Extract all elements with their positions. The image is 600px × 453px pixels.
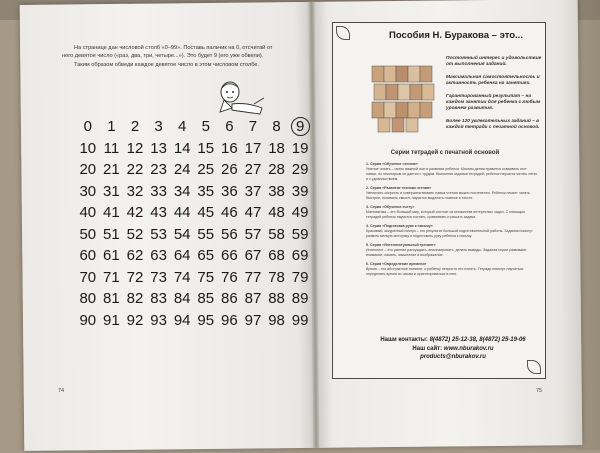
number-cell: 58	[268, 225, 285, 243]
series-text: Увеличить скорость и совершенствовать навык чтения можно постепенно. Ребенок начнет читать быстрее, понимать смысл, научится выделять главное в тексте.	[366, 191, 530, 200]
number-cell: 80	[79, 290, 97, 308]
number-cell: 55	[197, 225, 215, 243]
number-row	[76, 288, 314, 310]
number-cell: 75	[197, 268, 215, 286]
series-text: Время – это абстрактное понятие, и ребенку непросто его понять. Тетради помогут научиться определять время по часам и ориентироваться в нем.	[366, 267, 524, 276]
series-item	[366, 262, 538, 277]
site-link[interactable]: www.nburakov.ru	[443, 345, 494, 352]
number-cell: 63	[150, 247, 167, 265]
number-cell: 27	[244, 161, 262, 179]
number-cell: 98	[268, 311, 285, 329]
number-cell: 51	[103, 225, 120, 243]
number-row	[76, 202, 314, 224]
number-cell: 35	[197, 182, 215, 200]
series-item	[366, 243, 538, 258]
series-heading: 6. Серия «Определение времени»	[366, 262, 427, 266]
series-heading: 5. Серия «Интеллектуальный тренинг»	[366, 243, 436, 247]
number-cell: 78	[268, 268, 285, 286]
number-row	[76, 245, 314, 267]
benefit-item: Максимальная самостоятельность и активность ребенка на занятиях.	[446, 75, 540, 86]
number-cell: 52	[126, 225, 144, 243]
number-cell: 19	[291, 139, 309, 157]
series-heading: 4. Серия «Подготовка руки к письму»	[366, 224, 433, 228]
number-cell: 76	[221, 268, 238, 286]
number-cell: 73	[150, 268, 167, 286]
site-label: Наш сайт:	[412, 345, 443, 352]
number-row	[76, 159, 314, 181]
number-cell: 42	[126, 204, 144, 222]
number-cell: 88	[268, 290, 285, 308]
number-cell: 56	[221, 225, 238, 243]
number-cell: 48	[268, 204, 285, 222]
number-cell: 70	[79, 268, 97, 286]
number-cell: 49	[291, 204, 309, 222]
instructions-text	[62, 44, 280, 69]
number-cell: 8	[272, 118, 281, 136]
number-cell: 45	[197, 204, 215, 222]
series-heading: 2. Серия «Развитие техники чтения»	[366, 186, 432, 190]
number-cell: 43	[150, 204, 167, 222]
series-heading: 1. Серия «Обучение чтению»	[366, 162, 418, 166]
benefit-item: Гарантированный результат – на каждом занятии для ребенка с любым уровнем развития.	[446, 94, 541, 111]
number-cell: 66	[221, 247, 238, 265]
number-cell: 3	[154, 118, 163, 136]
number-cell: 54	[173, 225, 191, 243]
series-text: Умение читать – очень важный шаг в развитии ребенка. Многим детям нравится осваивать этот навык, но некоторым он дается с трудом. Выполняя задания тетрадей, ребенок научится читать легко и с удовольствием.	[366, 167, 538, 181]
number-row	[76, 116, 314, 138]
number-cell: 91	[103, 311, 120, 329]
number-cell: 34	[173, 182, 191, 200]
series-text: Математика – это большой мир, который состоит из множества интересных задач. С помощью тетрадей ребенок научится считать, сравнивать и решать задачи.	[366, 210, 526, 219]
number-cell: 0	[83, 118, 92, 136]
number-cell: 15	[197, 139, 215, 157]
page-edge-shadow	[560, 0, 600, 450]
number-cell: 61	[103, 247, 120, 265]
benefits-list	[446, 56, 544, 138]
number-cell: 90	[79, 311, 97, 329]
email-link[interactable]: products@nburakov.ru	[420, 354, 486, 360]
number-cell: 7	[248, 118, 258, 136]
card-title: Пособия Н. Буракова – это...	[389, 30, 523, 41]
number-cell: 59	[291, 225, 309, 243]
number-cell: 6	[225, 118, 234, 136]
number-cell: 39	[291, 182, 309, 200]
number-cell: 82	[126, 290, 144, 308]
number-row	[76, 181, 314, 203]
series-item	[366, 186, 538, 201]
series-item	[366, 162, 538, 182]
number-cell: 28	[268, 161, 285, 179]
number-cell: 22	[126, 161, 144, 179]
number-cell: 86	[221, 290, 238, 308]
series-title: Серии тетрадей с печатной основой	[390, 150, 500, 156]
number-cell: 83	[150, 290, 167, 308]
number-cell: 64	[173, 247, 191, 265]
number-cell: 53	[150, 225, 167, 243]
instructions-paragraph-2: Таким образом обведи каждое девятое число в этом числовом столбе.	[74, 61, 260, 68]
contacts-label: Наши контакты:	[380, 337, 428, 343]
benefit-item: Более 120 увлекательных заданий – в каждой тетради с печатной основой.	[446, 119, 540, 130]
number-row	[76, 224, 314, 246]
number-cell: 96	[221, 311, 238, 329]
number-cell: 10	[79, 139, 97, 157]
page-number-left: 74	[58, 388, 65, 394]
number-cell: 81	[103, 290, 120, 308]
number-grid-0-99	[76, 116, 314, 331]
number-cell: 79	[291, 268, 309, 286]
instructions-paragraph-1: На странице дан числовой столб «0–99». Поставь пальчик на 0, отсчитай от него девятое число («раз, два, три, четыре...»). Это будет 9 (его уже обвели).	[62, 45, 273, 60]
number-cell: 32	[126, 182, 144, 200]
number-cell: 21	[103, 161, 120, 179]
number-cell: 18	[268, 139, 285, 157]
number-cell: 46	[221, 204, 238, 222]
number-cell: 2	[130, 118, 140, 136]
number-cell: 33	[150, 182, 167, 200]
number-cell: 77	[244, 268, 262, 286]
number-cell: 60	[79, 247, 97, 265]
number-cell: 65	[197, 247, 215, 265]
contacts-phones-line	[360, 336, 546, 345]
number-row	[76, 138, 314, 160]
child-illustration-icon	[214, 78, 266, 118]
number-cell: 50	[79, 225, 97, 243]
number-cell: 87	[244, 290, 262, 308]
number-cell: 16	[221, 139, 238, 157]
number-cell: 1	[107, 118, 116, 136]
number-cell: 13	[150, 139, 167, 157]
number-cell: 11	[103, 139, 120, 157]
number-row	[76, 310, 314, 332]
number-cell: 17	[244, 139, 262, 157]
number-cell: 5	[201, 118, 210, 136]
number-cell: 30	[79, 182, 97, 200]
number-cell: 95	[197, 311, 215, 329]
number-cell: 99	[291, 311, 309, 329]
benefit-item: Постоянный интерес и удовольствие от выполнения заданий.	[446, 56, 542, 67]
number-cell: 25	[197, 161, 215, 179]
series-text: Красивый, аккуратный почерк – это результат большой подготовительной работы. Задания помогут развить мелкую моторику и подготовить руку ребенка к письму.	[366, 229, 533, 238]
number-cell: 26	[221, 161, 238, 179]
number-cell: 47	[244, 204, 262, 222]
number-cell: 62	[126, 247, 144, 265]
number-cell: 40	[79, 204, 97, 222]
number-cell: 57	[244, 225, 262, 243]
series-item	[366, 224, 538, 239]
number-cell: 72	[126, 268, 144, 286]
number-cell: 92	[126, 311, 144, 329]
number-cell: 38	[268, 182, 285, 200]
number-cell: 44	[173, 204, 191, 222]
number-cell: 67	[244, 247, 262, 265]
number-cell: 41	[103, 204, 120, 222]
series-text: Интеллект – это умение рассуждать, анализировать, делать выводы. Задания серии развивают внимание, память, мышление и воображение.	[366, 248, 527, 257]
number-cell: 9	[288, 118, 312, 135]
series-list	[366, 162, 538, 281]
contacts-phones: 8(4872) 25-12-38, 8(4872) 25-19-06	[429, 337, 526, 343]
number-cell: 24	[173, 161, 191, 179]
number-cell: 12	[126, 139, 144, 157]
number-cell: 14	[173, 139, 191, 157]
number-cell: 23	[150, 161, 167, 179]
number-cell: 97	[244, 311, 262, 329]
number-cell: 31	[103, 182, 120, 200]
number-cell: 37	[244, 182, 262, 200]
contacts-site-line	[360, 345, 546, 354]
number-cell: 74	[173, 268, 191, 286]
workbooks-image	[370, 62, 440, 134]
number-row	[76, 267, 314, 289]
series-item	[366, 205, 538, 220]
number-cell: 69	[291, 247, 309, 265]
number-cell: 36	[221, 182, 238, 200]
number-cell: 89	[291, 290, 309, 308]
series-heading: 3. Серия «Обучение счету»	[366, 205, 415, 209]
number-cell: 84	[173, 290, 191, 308]
number-cell: 4	[178, 118, 187, 136]
number-cell: 68	[268, 247, 285, 265]
number-cell: 29	[291, 161, 309, 179]
number-cell: 85	[197, 290, 215, 308]
number-cell: 71	[103, 268, 120, 286]
number-cell: 93	[150, 311, 167, 329]
number-cell: 94	[173, 311, 191, 329]
page-number-right: 75	[536, 388, 543, 394]
number-cell: 20	[79, 161, 97, 179]
contacts-block	[360, 336, 546, 362]
